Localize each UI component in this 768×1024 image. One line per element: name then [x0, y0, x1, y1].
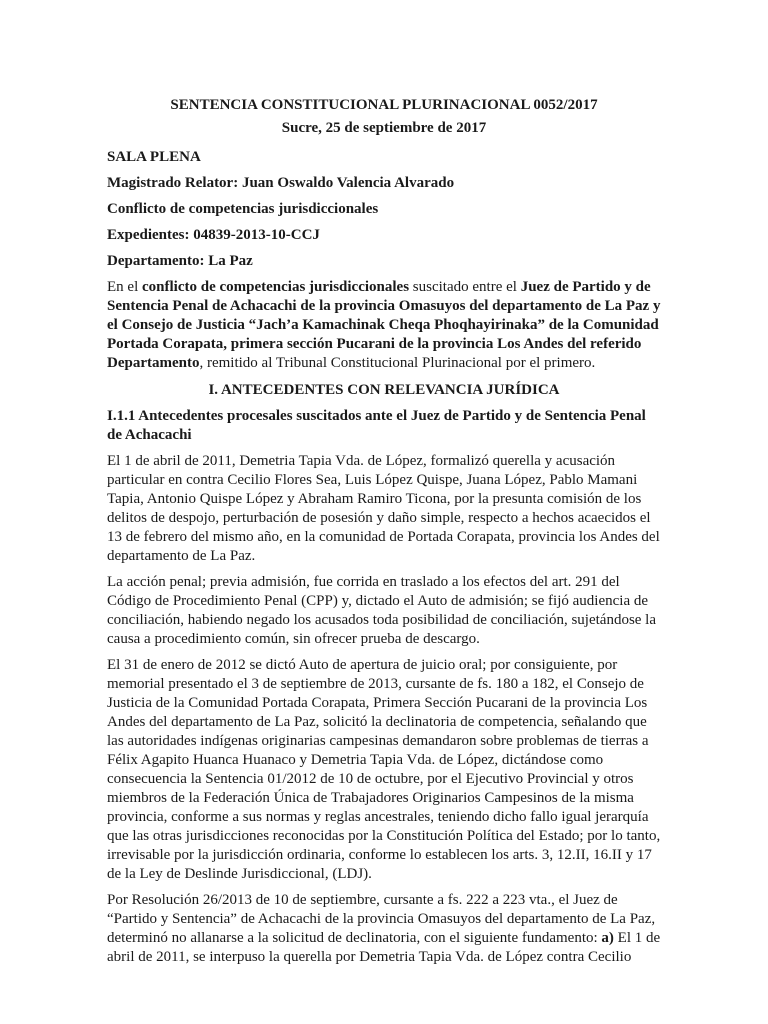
intro-bold-2: Juez de Partido y de Sentencia Penal de Achacachi de la provincia Omasuyos del departamento de La Paz y el Consejo de Justicia “Jach’a Kamachinak Cheqa Phoqhayirinaka” de la Comunidad Portada Corapata, primera sección Pucarani de la provincia Los Andes del referido Departamento [107, 279, 661, 371]
intro-bold-1: conflicto de competencias jurisdiccionales [142, 279, 410, 295]
paragraph-1: El 1 de abril de 2011, Demetria Tapia Vda. de López, formalizó querella y acusación particular en contra Cecilio Flores Sea, Luis López Quispe, Juana López, Pablo Mamani Tapia, Antonio Quispe López y Abraham Ramiro Ticona, por la presunta comisión de los delitos de despojo, perturbación de posesión y daño simple, respecto a hechos acaecidos el 13 de febrero del mismo año, en la comunidad de Portada Corapata, provincia los Andes del departamento de La Paz. [107, 453, 660, 564]
paragraph-2: La acción penal; previa admisión, fue corrida en traslado a los efectos del art. 291 del Código de Procedimiento Penal (CPP) y, dictado el Auto de admisión; se fijó audiencia de conciliación, habiendo negado los acusados toda posibilidad de conciliación, sujetándose la causa a procedimiento común, sin ofrecer prueba de descargo. [107, 574, 657, 647]
intro-text-1: En el [107, 279, 142, 295]
section-heading: I. ANTECEDENTES CON RELEVANCIA JURÍDICA [208, 382, 560, 398]
departamento: Departamento: La Paz [107, 253, 253, 269]
sala-label: SALA PLENA [107, 149, 201, 165]
intro-paragraph [107, 278, 661, 373]
intro-text-2: suscitado entre el [409, 279, 521, 295]
paragraph-4-text-2: El 1 de abril de 2011, se interpuso la querella por Demetria Tapia Vda. de López contra Cecilio [107, 930, 661, 965]
expedientes: Expedientes: 04839-2013-10-CCJ [107, 227, 320, 243]
magistrado-relator: Magistrado Relator: Juan Oswaldo Valencia Alvarado [107, 175, 455, 191]
paragraph-4 [107, 891, 661, 967]
subsection-heading: I.1.1 Antecedentes procesales suscitados ante el Juez de Partido y de Sentencia Penal de Achacachi [107, 408, 646, 443]
document-title: SENTENCIA CONSTITUCIONAL PLURINACIONAL 0052/2017 [170, 97, 598, 113]
asunto: Conflicto de competencias jurisdiccionales [107, 201, 379, 217]
paragraph-4-text-1: Por Resolución 26/2013 de 10 de septiembre, cursante a fs. 222 a 223 vta., el Juez de “Partido y Sentencia” de Achacachi de la provincia Omasuyos del departamento de La Paz, determinó no allanarse a la solicitud de declinatoria, con el siguiente fundamento: [107, 892, 656, 946]
paragraph-4-bold: a) [601, 930, 614, 946]
intro-text-3: , remitido al Tribunal Constitucional Plurinacional por el primero. [199, 355, 596, 371]
paragraph-3: El 31 de enero de 2012 se dictó Auto de apertura de juicio oral; por consiguiente, por memorial presentado el 3 de septiembre de 2013, cursante de fs. 180 a 182, el Consejo de Justicia de la Comunidad Portada Corapata, Primera Sección Pucarani de la provincia Los Andes del departamento de La Paz, solicitó la declinatoria de competencia, señalando que las autoridades indígenas originarias campesinas demandaron sobre problemas de tierras a Félix Agapito Huanca Huanaco y Demetria Tapia Vda. de López, dictándose como consecuencia la Sentencia 01/2012 de 10 de octubre, por el Ejecutivo Provincial y otros miembros de la Federación Única de Trabajadores Originarios Campesinos de la misma provincia, conforme a sus normas y reglas ancestrales, teniendo dicho fallo igual jerarquía que las otras jurisdicciones reconocidas por la Constitución Política del Estado; por lo tanto, irrevisable por la jurisdicción ordinaria, conforme lo establecen los arts. 3, 12.II, 16.II y 17 de la Ley de Deslinde Jurisdiccional, (LDJ). [107, 657, 661, 882]
document-date: Sucre, 25 de septiembre de 2017 [281, 120, 487, 136]
